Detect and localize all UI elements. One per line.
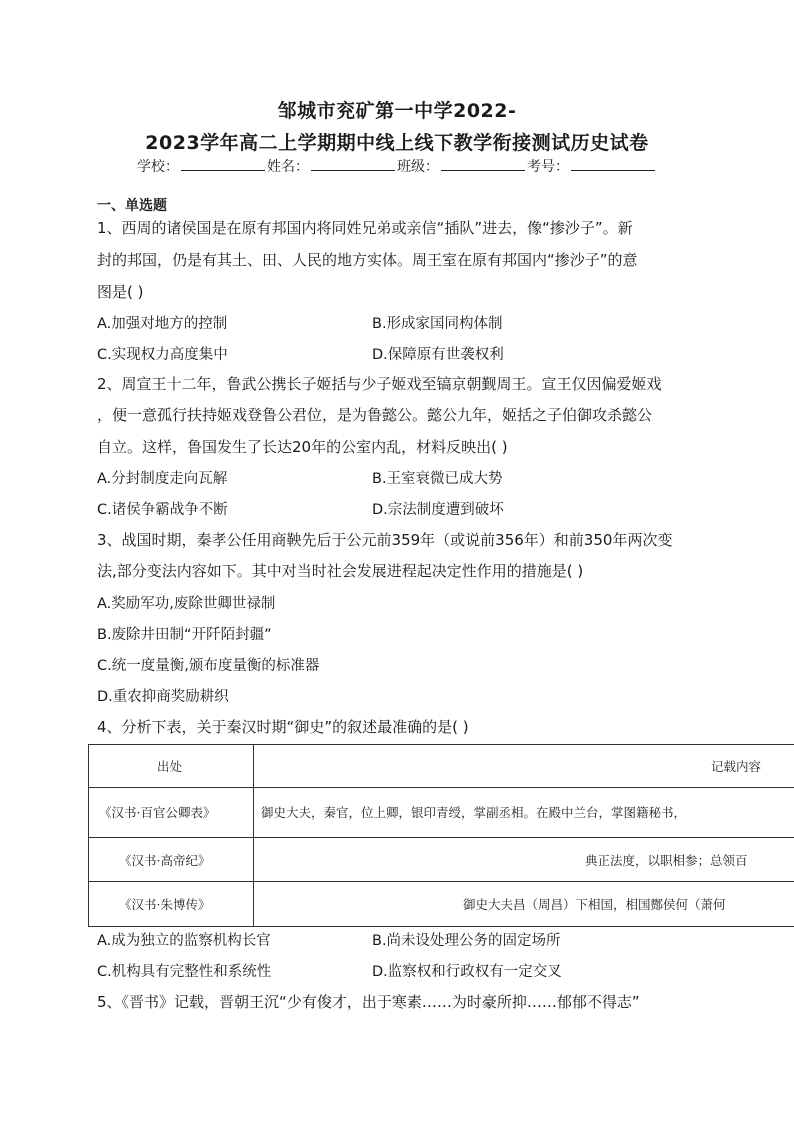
- table-row-source: 《汉书·朱博传》: [119, 897, 211, 912]
- table-divider: [89, 837, 794, 838]
- number-label: 考号：: [527, 159, 569, 175]
- number-blank[interactable]: [571, 158, 655, 171]
- section-title: 一、单选题: [97, 198, 167, 214]
- q2-line: 2、周宣王十二年，鲁武公携长子姬括与少子姬戏至镐京朝觐周王。宣王仅因偏爱姬戏: [97, 375, 662, 393]
- school-label: 学校：: [137, 159, 179, 175]
- table-header-content: 记载内容: [711, 759, 762, 774]
- student-info-line: [0, 156, 794, 176]
- q5-line: 5、《晋书》记载，晋朝王沉“少有俊才，出于寒素……为时豪所抑……郁郁不得志”: [97, 993, 640, 1011]
- q1-option-c[interactable]: C.实现权力高度集中: [97, 347, 228, 363]
- q1-line: 图是( ): [97, 283, 144, 301]
- table-row-content: 御史大夫昌（周昌）下相国，相国酂侯何（萧何: [463, 897, 726, 912]
- school-blank[interactable]: [181, 158, 265, 171]
- q1-option-b[interactable]: B.形成家国同构体制: [372, 316, 503, 332]
- q3-option-d[interactable]: D.重农抑商奖励耕织: [97, 689, 229, 705]
- class-blank[interactable]: [441, 158, 525, 171]
- table-row-content: 御史大夫，秦官，位上卿，银印青绶，掌副丞相。在殿中兰台，掌图籍秘书，: [261, 805, 687, 820]
- q2-option-b[interactable]: B.王室衰微已成大势: [372, 471, 503, 487]
- q4-option-b[interactable]: B.尚未设处理公务的固定场所: [372, 933, 561, 949]
- name-blank[interactable]: [311, 158, 395, 171]
- table-divider: [89, 881, 794, 882]
- q1-option-a[interactable]: A.加强对地方的控制: [97, 316, 228, 332]
- table-row-content: 典正法度，以职相参；总领百: [585, 853, 748, 868]
- q4-option-d[interactable]: D.监察权和行政权有一定交叉: [372, 964, 562, 980]
- q1-line: 1、西周的诸侯国是在原有邦国内将同姓兄弟或亲信“插队”进去，像“掺沙子”。新: [97, 219, 633, 237]
- q2-line: 自立。这样，鲁国发生了长达20年的公室内乱，材料反映出( ): [97, 438, 508, 456]
- table-row-source: 《汉书·高帝纪》: [119, 853, 211, 868]
- q4-line: 4、分析下表，关于秦汉时期“御史”的叙述最准确的是( ): [97, 718, 469, 736]
- exam-title-line1: 邹城市兖矿第一中学2022-: [277, 100, 517, 122]
- q4-option-c[interactable]: C.机构具有完整性和系统性: [97, 964, 272, 980]
- table-divider: [253, 745, 254, 927]
- q2-option-d[interactable]: D.宗法制度遭到破坏: [372, 502, 504, 518]
- q4-option-a[interactable]: A.成为独立的监察机构长官: [97, 933, 271, 949]
- exam-title-line2: 2023学年高二上学期期中线上线下教学衔接测试历史试卷: [145, 132, 649, 154]
- q3-option-c[interactable]: C.统一度量衡,颁布度量衡的标准器: [97, 658, 320, 674]
- q3-line: 3、战国时期，秦孝公任用商鞅先后于公元前359年（或说前356年）和前350年两次变: [97, 531, 673, 549]
- table-divider: [89, 787, 794, 788]
- q2-option-a[interactable]: A.分封制度走向瓦解: [97, 471, 228, 487]
- q4-table: [88, 744, 794, 927]
- class-label: 班级：: [397, 159, 439, 175]
- table-divider: [89, 926, 794, 927]
- q1-line: 封的邦国，仍是有其土、田、人民的地方实体。周王室在原有邦国内“掺沙子”的意: [97, 251, 638, 269]
- q3-option-b[interactable]: B.废除井田制“开阡陌封疆”: [97, 627, 272, 643]
- q2-line: ，便一意孤行扶持姬戏登鲁公君位，是为鲁懿公。懿公九年，姬括之子伯御攻杀懿公: [97, 406, 653, 424]
- q3-option-a[interactable]: A.奖励军功,废除世卿世禄制: [97, 596, 276, 612]
- q3-line: 法,部分变法内容如下。其中对当时社会发展进程起决定性作用的措施是( ): [97, 562, 584, 580]
- name-label: 姓名：: [267, 159, 309, 175]
- table-row-source: 《汉书·百官公卿表》: [99, 805, 216, 820]
- table-header-source: 出处: [157, 759, 183, 774]
- q2-option-c[interactable]: C.诸侯争霸战争不断: [97, 502, 228, 518]
- q1-option-d[interactable]: D.保障原有世袭权利: [372, 347, 504, 363]
